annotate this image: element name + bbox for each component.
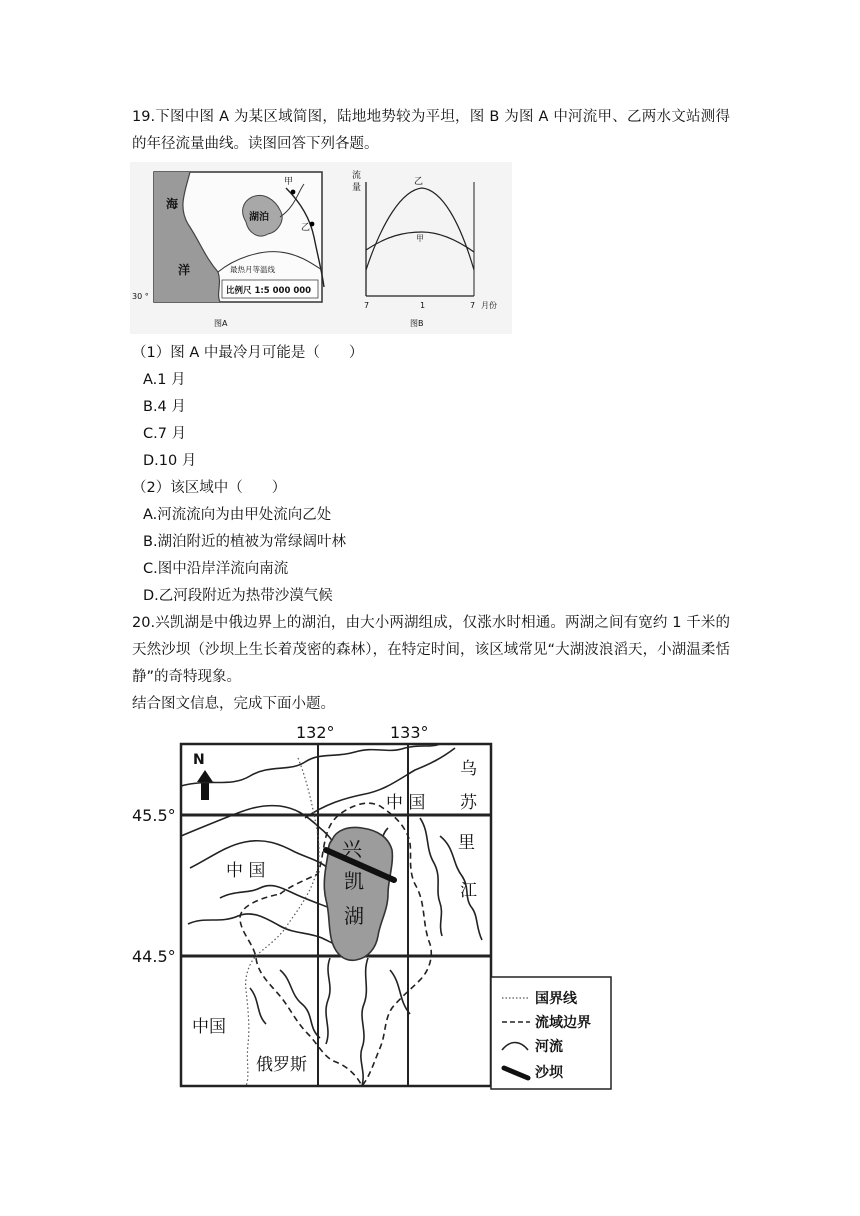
q19-sub2-option-d[interactable]: D.乙河段附近为热带沙漠气候 [143, 588, 333, 604]
lon-133-label: 133° [390, 723, 429, 742]
q20-prompt: 结合图文信息，完成下面小题。 [132, 696, 335, 712]
latitude-label: 30 ° [132, 292, 149, 301]
river-char-2: 苏 [460, 793, 477, 813]
y-label-2: 量 [352, 183, 362, 193]
figure-b-chart [342, 162, 512, 334]
q19-sub2-option-c[interactable]: C.图中沿岸洋流向南流 [143, 561, 289, 577]
y-label-1: 流 [352, 171, 362, 181]
russia-label: 俄罗斯 [256, 1055, 307, 1075]
lon-132-label: 132° [296, 723, 335, 742]
china-label-bottom: 中国 [192, 1017, 226, 1037]
q19-sub1-question: （1）图 A 中最冷月可能是（ ） [132, 345, 364, 361]
lat-44-5-label: 44.5° [132, 947, 176, 966]
svg-text:N: N [193, 752, 205, 768]
legend-border: 国界线 [535, 991, 577, 1007]
scale-label: 比例尺 1:5 000 000 [226, 286, 312, 296]
legend-watershed: 流域边界 [535, 1015, 591, 1031]
sea-label-bottom: 洋 [178, 263, 191, 277]
q19-sub1-option-c[interactable]: C.7 月 [143, 426, 187, 442]
station-yi-label: 乙 [301, 223, 311, 233]
lake-char-2: 凯 [344, 869, 364, 893]
q19-sub2-question: （2）该区域中（ ） [132, 480, 287, 496]
x-tick-3: 7 [470, 301, 476, 310]
xingkai-lake-map [130, 718, 620, 1096]
station-jia-label: 甲 [284, 177, 294, 187]
river-char-3: 里 [458, 833, 475, 853]
china-label-top: 中 国 [386, 793, 426, 813]
station-yi-dot [310, 222, 315, 227]
x-tick-1: 7 [364, 301, 370, 310]
series-jia-label: 甲 [416, 234, 424, 243]
figure-a-map [130, 162, 342, 334]
legend-river: 河流 [535, 1039, 563, 1055]
legend-sandbar: 沙坝 [535, 1065, 563, 1081]
lake-label: 湖泊 [249, 212, 269, 223]
lake-char-3: 湖 [344, 904, 364, 928]
q19-sub2-option-b[interactable]: B.湖泊附近的植被为常绿阔叶林 [143, 534, 347, 550]
q20-stem: 20.兴凯湖是中俄边界上的湖泊，由大小两湖组成，仅涨水时相通。两湖之间有宽约 1 千米的天然沙坝（沙坝上生长着茂密的森林），在特定时间，该区域常见“大湖波浪滔天，小湖温柔恬静”的奇特现象。 [132, 615, 730, 685]
china-label-left: 中 国 [226, 861, 266, 881]
river-char-1: 乌 [460, 759, 477, 779]
q19-sub1-option-d[interactable]: D.10 月 [143, 453, 197, 469]
station-jia-dot [291, 190, 296, 195]
figure-b-caption: 图B [410, 319, 424, 328]
river-char-4: 江 [460, 881, 477, 901]
q19-sub1-option-a[interactable]: A.1 月 [143, 372, 186, 388]
figure-a-caption: 图A [214, 319, 228, 328]
x-unit: 月份 [481, 301, 497, 310]
sea-label-top: 海 [166, 197, 179, 211]
q19-stem: 19.下图中图 A 为某区域简图，陆地地势较为平坦，图 B 为图 A 中河流甲、乙两水文站测得的年径流量曲线。读图回答下列各题。 [132, 109, 730, 152]
lat-45-5-label: 45.5° [132, 806, 176, 825]
x-tick-2: 1 [420, 301, 426, 310]
series-yi-label: 乙 [414, 177, 424, 187]
isotherm-label: 最热月等温线 [230, 265, 275, 274]
q19-sub2-option-a[interactable]: A.河流流向为由甲处流向乙处 [143, 507, 332, 523]
q19-sub1-option-b[interactable]: B.4 月 [143, 399, 186, 415]
lake-char-1: 兴 [342, 837, 362, 861]
